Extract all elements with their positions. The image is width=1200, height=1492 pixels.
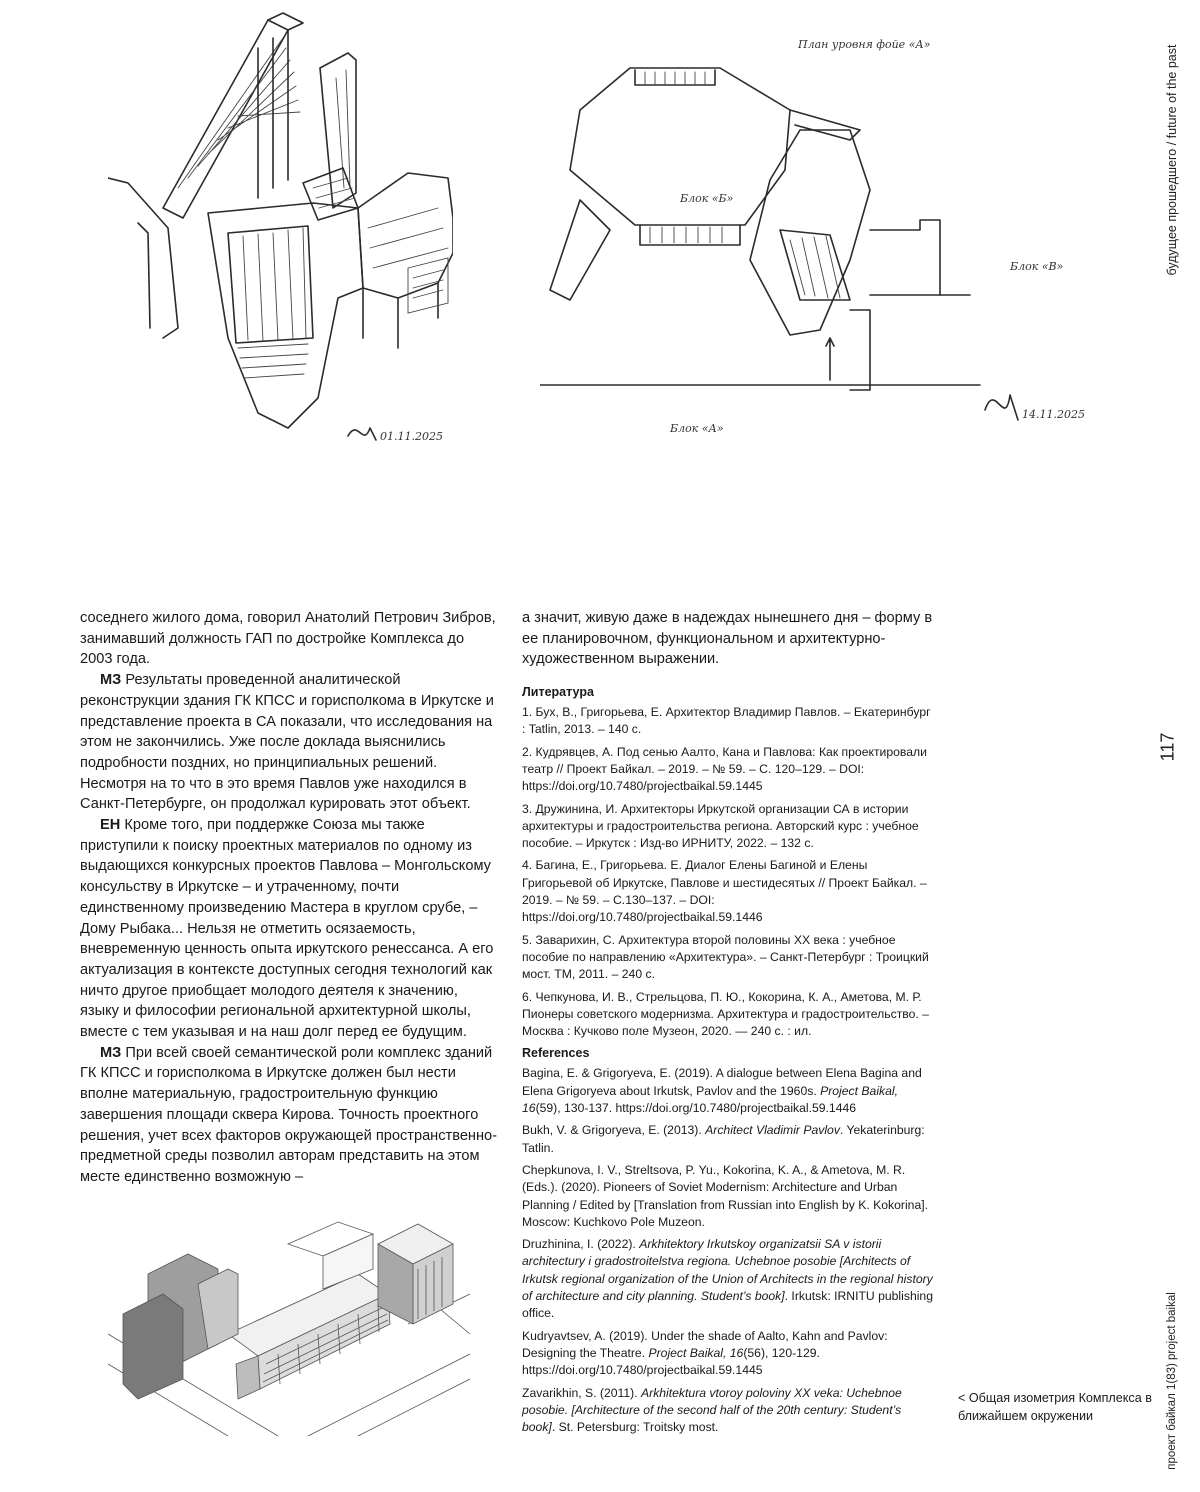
paragraph-4: МЗ При всей своей семантической роли комплекс зданий ГК КПСС и горисполкома в Иркутске должен был нести вполне материальную, градостроительную функцию завершения площади сквера Кирова. Точность проектного решения, учет всех факторов окружающей пространственно-предметной среды позволил авторам представить на этом месте единственно возможную – [80, 1044, 498, 1185]
svg-text:01.11.2025: 01.11.2025 [380, 430, 443, 443]
reference-item: Kudryavtsev, A. (2019). Under the shade of Aalto, Kahn and Pavlov: Designing the Theatre. Project Baikal, 16(56), 120-129. https://doi.org/10.7480/projectbaikal.59.1445 [522, 1328, 888, 1378]
running-title: будущее прошедшего / future of the past [1165, 44, 1179, 276]
reference-item: Bukh, V. & Grigoryeva, E. (2013). Architect Vladimir Pavlov. Yekaterinburg: Tatlin. [522, 1123, 925, 1155]
left-column [80, 608, 498, 1188]
literature-heading: Литература [522, 685, 594, 700]
speaker-mz: МЗ [100, 672, 122, 689]
plan-label-b: Блок «Б» [680, 192, 734, 205]
lit-item: 3. Дружинина, И. Архитекторы Иркутской организации СА в истории архитектуры и градостроительства региона. Авторский курс : учебное пособие. – Иркутск : Изд-во ИРНИТУ, 2022. – 132 с. [522, 801, 919, 851]
paragraph-2: МЗ Результаты проведенной аналитической реконструкции здания ГК КПСС и горисполкома в Иркутске и представление проекта в СА показали, что исследования на этом не закончились. Уже после доклада выяснились подробности поздних, но принципиальных решений. Несмотря на то что в это время Павлов уже находился в Санкт-Петербурге, он продолжал курировать этот объект. [80, 672, 494, 813]
continuation-paragraph: а значит, живую даже в надеждах нынешнего дня – форму в ее планировочном, функциональном и архитектурно-художественном выражении. [522, 610, 933, 668]
paragraph-1: соседнего жилого дома, говорил Анатолий Петрович Зибров, занимавший должность ГАП по достройке Комплекса до 2003 года. [80, 610, 496, 668]
lit-item: 1. Бух, В., Григорьева, Е. Архитектор Владимир Павлов. – Екатеринбург : Tatlin, 2013. – 140 с. [522, 705, 931, 737]
perspective-sketch [108, 8, 453, 453]
lit-item: 5. Заварихин, С. Архитектура второй половины XX века : учебное пособие по направлению «Архитектура». – Санкт-Петербург : Троицкий мост. ТМ, 2011. – 240 с. [522, 932, 929, 982]
plan-label-a: Блок «А» [670, 422, 724, 435]
references-heading: References [522, 1046, 590, 1061]
lit-item: 6. Чепкунова, И. В., Стрельцова, П. Ю., Кокорина, К. А., Аметова, М. Р. Пионеры советского модернизма. Архитектура и градостроительство. – Москва : Кучково поле Музеон, 2020. — 240 с. : ил. [522, 989, 929, 1039]
plan-label-v: Блок «В» [1010, 260, 1064, 273]
caption-arrow: < [958, 1391, 966, 1405]
complex-isometry-drawing [108, 1214, 470, 1436]
lit-item: 2. Кудрявцев, А. Под сенью Аалто, Кана и Павлова: Как проектировали театр // Проект Байкал. – 2019. – № 59. – С. 120–129. – DOI: https://doi.org/10.7480/projectbaikal.59.1445 [522, 744, 927, 794]
reference-item: Bagina, E. & Grigoryeva, E. (2019). A dialogue between Elena Bagina and Elena Grigoryeva about Irkutsk, Pavlov and the 1960s. Project Baikal, 16(59), 130-137. https://doi.org/10.7480/projectbaikal.59.1446 [522, 1066, 922, 1116]
lit-item: 4. Багина, Е., Григорьева. Е. Диалог Елены Багиной и Елены Григорьевой об Иркутске, Павлове и шестидесятых // Проект Байкал. – 2019. – № 59. – С.130–137. – DOI: https://doi.org/10.7480/projectbaikal.59.1446 [522, 858, 927, 925]
journal-title: проект байкал 1(83) project baikal [1166, 1292, 1178, 1470]
speaker-en: ЕН [100, 817, 121, 834]
reference-item: Chepkunova, I. V., Streltsova, P. Yu., Kokorina, K. A., & Ametova, M. R. (Eds.). (2020). Pioneers of Soviet Modernism: Architecture and Urban Planning / Edited by [Translation from Russian into English by K. Kokorina]. Moscow: Kuchkovo Pole Muzeon. [522, 1162, 929, 1229]
reference-item: Druzhinina, I. (2022). Arkhitektory Irkutskoy organizatsii SA v istorii architectury i gradostroitelstva regiona. Uchebnoe posobie [Architects of Irkutsk regional organization of the Union of Architects in the regional history of architecture and city planning. Student’s book]. Irkutsk: IRNITU publishing office. [522, 1237, 933, 1321]
plan-date: 14.11.2025 [1022, 408, 1085, 421]
figure-caption [958, 1390, 1158, 1426]
caption-text: Общая изометрия Комплекса в ближайшем окружении [958, 1391, 1152, 1423]
speaker-mz: МЗ [100, 1044, 122, 1061]
page-number: 117 [1157, 732, 1178, 762]
right-column [522, 608, 936, 1441]
paragraph-3: ЕН Кроме того, при поддержке Союза мы также приступили к поиску проектных материалов по одному из выдающихся конкурсных проектов Павлова – Монгольскому консульству в Иркутске – и утраченному, почти единственному произведению Мастера в круглом срубе, – Дому Рыбака... Нельзя не отметить осязаемость, вневременную ценность опыта иркутского ренессанса. А его актуализация в контексте доступных сегодня технологий как ничто другое приобщает молодого деятеля к значению, языку и философии региональной архитектурной школы, вместе с тем указывая и на наш долг перед ее будущим. [80, 817, 494, 1041]
reference-item: Zavarikhin, S. (2011). Arkhitektura vtoroy poloviny XX veka: Uchebnoe posobie. [Architecture of the second half of the 20th century: Student’s book]. St. Petersburg: Troitsky most. [522, 1385, 902, 1435]
plan-title: План уровня фойе «А» [798, 38, 931, 51]
plan-sketch [540, 30, 1100, 450]
